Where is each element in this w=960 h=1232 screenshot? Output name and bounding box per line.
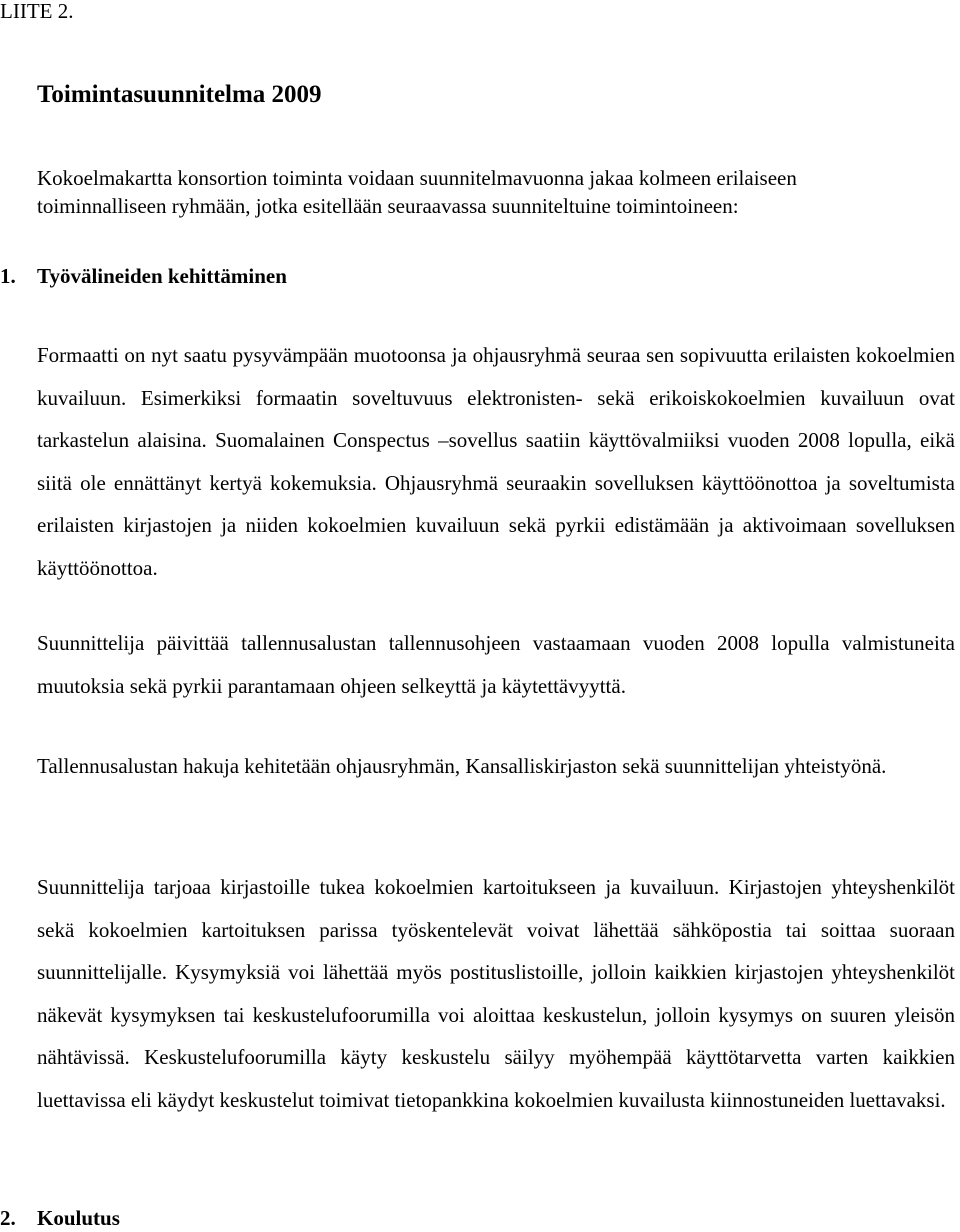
paragraph-tuki: Suunnittelija tarjoaa kirjastoille tukea kokoelmien kartoitukseen ja kuvailuun. Kirjastojen yhteyshenkilöt sekä kokoelmien kartoituksen parissa työskentelevät voivat lähettää sähköpostia tai soittaa suoraan suunnittelijalle. Kysymyksiä voi lähettää myös postituslistoille, jolloin kaikkien kirjastojen yhteyshenkilöt näkevät kysymyksen tai keskustelufoorumilla voi aloittaa keskustelun, jolloin kysymys on suuren yleisön nähtävissä. Keskustelufoorumilla käyty keskustelu säilyy myöhempää käyttötarvetta varten kaikkien luettavissa eli käydyt keskustelut toimivat tietopankkina kokoelmien kuvailusta kiinnostuneiden luettavaksi. <box>37 875 955 1112</box>
attachment-label: LIITE 2. <box>0 0 74 23</box>
paragraph-formaatti: Formaatti on nyt saatu pysyvämpään muotoonsa ja ohjausryhmä seuraa sen sopivuutta erilaisten kokoelmien kuvailuun. Esimerkiksi formaatin soveltuvuus elektronisten- sekä erikoiskokoelmien kuvailuun ovat tarkastelun alaisina. Suomalainen Conspectus –sovellus saatiin käyttövalmiiksi vuoden 2008 lopulla, eikä siitä ole ennättänyt kertyä kokemuksia. Ohjausryhmä seuraakin sovelluksen käyttöönottoa ja soveltumista erilaisten kirjastojen ja niiden kokoelmien kuvailuun sekä pyrkii edistämään ja aktivoimaan sovelluksen käyttöönottoa. <box>37 343 955 580</box>
intro-paragraph: Kokoelmakartta konsortion toiminta voidaan suunnitelmavuonna jakaa kolmeen erilaiseen toiminnalliseen ryhmään, jotka esitellään seuraavassa suunniteltuine toimintoineen: <box>37 166 797 218</box>
section-title: Koulutus <box>37 1206 120 1230</box>
document-title: Toimintasuunnitelma 2009 <box>37 81 322 108</box>
section-number: 1. <box>0 264 16 288</box>
section-heading-2 <box>0 1204 120 1232</box>
section-title: Työvälineiden kehittäminen <box>37 264 287 288</box>
paragraph-tallennusohje: Suunnittelija päivittää tallennusalustan tallennusohjeen vastaamaan vuoden 2008 lopulla valmistuneita muutoksia sekä pyrkii parantamaan ohjeen selkeyttä ja käytettävyyttä. <box>37 631 955 698</box>
section-number: 2. <box>0 1206 16 1230</box>
section-heading-1 <box>0 262 287 290</box>
paragraph-haut: Tallennusalustan hakuja kehitetään ohjausryhmän, Kansalliskirjaston sekä suunnittelijan yhteistyönä. <box>37 754 887 778</box>
